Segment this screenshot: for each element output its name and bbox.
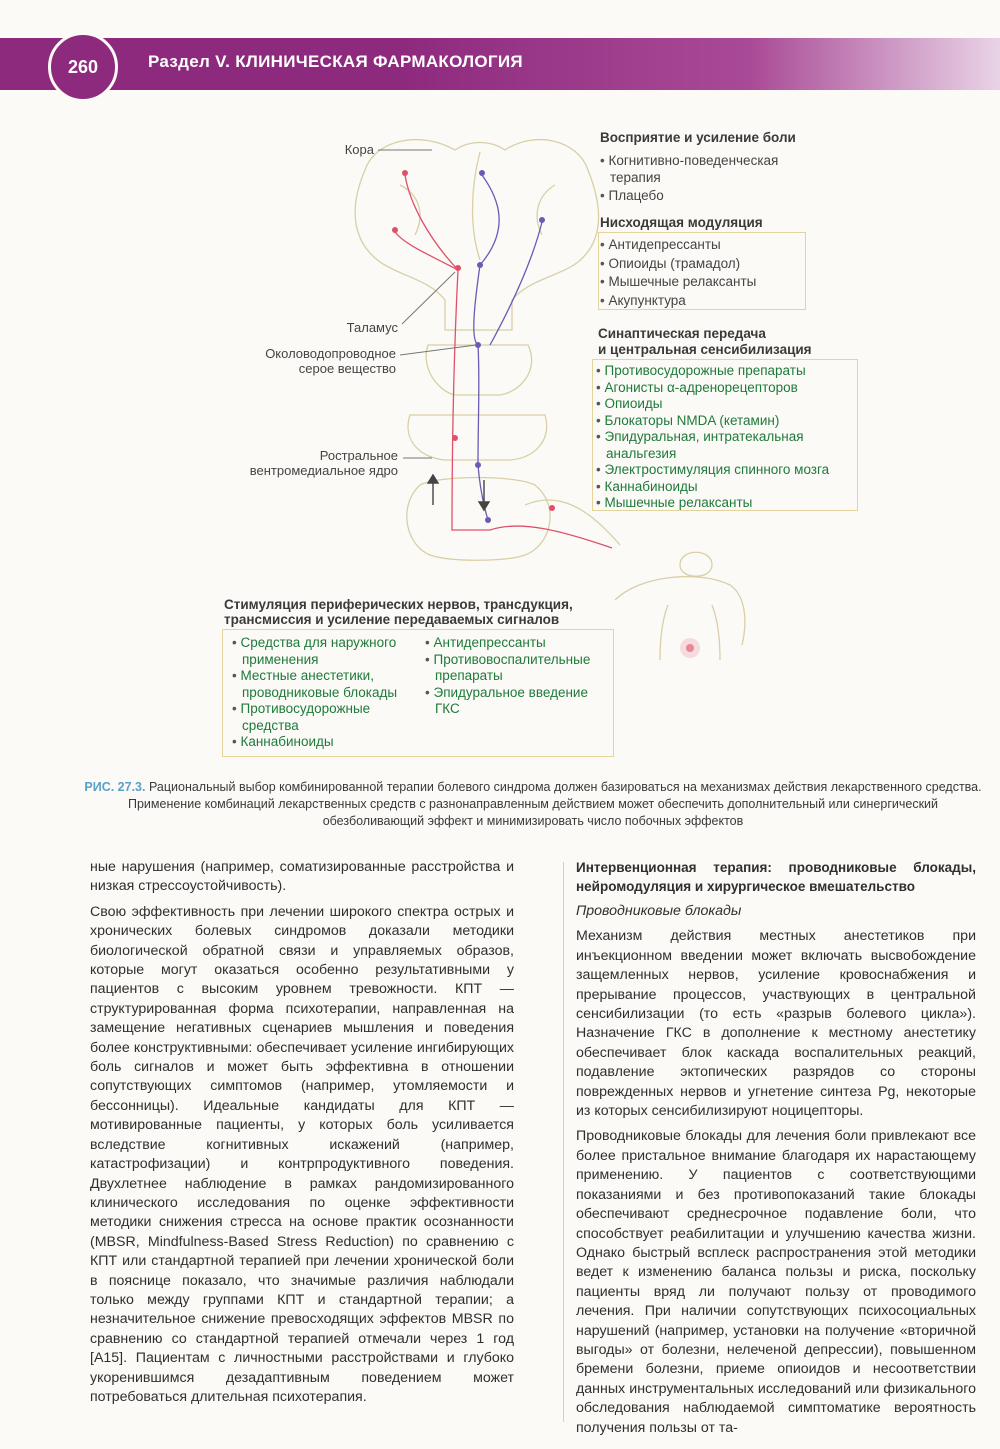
- list-item: • Противосудорожные средства: [232, 701, 422, 734]
- list-item: • Антидепрессанты: [600, 236, 800, 255]
- section-title: Раздел V. КЛИНИЧЕСКАЯ ФАРМАКОЛОГИЯ: [148, 52, 523, 71]
- paragraph: ные нарушения (например, соматизированные расстройства и низкая стрессоустойчивость).: [90, 859, 514, 895]
- descending-title: Нисходящая модуляция: [600, 215, 763, 230]
- list-item: • Акупунктура: [600, 292, 800, 311]
- list-item: • Эпидуральное введение ГКС: [425, 685, 610, 718]
- list-item: • Противовоспалительные препараты: [425, 652, 610, 685]
- ascending-branch: [395, 232, 458, 270]
- list-item: • Эпидуральная, интратекальная анальгезия: [596, 429, 836, 462]
- column-divider: [563, 862, 564, 1422]
- list-item: • Противосудорожные препараты: [596, 363, 854, 380]
- list-item: • Средства для наружного применения: [232, 635, 422, 668]
- list-item: • Плацебо: [600, 188, 810, 205]
- peripheral-title-line2: трансмиссия и усиление передаваемых сигналов: [224, 612, 560, 627]
- brain-fold: [537, 185, 555, 235]
- perception-title: Восприятие и усиление боли: [600, 130, 796, 145]
- list-item: • Когнитивно-поведенческая терапия: [600, 153, 810, 186]
- ascending-pathway: [452, 270, 612, 548]
- paragraph: Проводниковые блокады для лечения боли привлекают все более пристальное внимание благодаря их нарастающему применению. У пациентов с соответствующими показаниями и без противопоказаний такие блокады обеспечивают среднесрочное подавление боли, что способствует реабилитации и улучшению качества жизни. Однако быстрый всплеск распространения этой методики ведет к изменению баланса пользы и риска, поскольку пациенты вряд ли получают пользу от проводимого лечения. При наличии сопутствующих психосоциальных нарушений (например, установки на получение «вторичной выгоды» от болезни, нелеченой депрессии), повышенном бремени болезни, приеме опиоидов и несоответствии данных инструментальных исследований или физикального обследования наблюдаемой симптоматике вероятность получения пользы от та-: [576, 1128, 976, 1436]
- medulla-outline: [408, 415, 547, 460]
- pain-spot: [680, 638, 700, 658]
- paragraph: Свою эффективность при лечении широкого спектра острых и хронических болевых синдромов доказали методики биологической обратной связи и управляемых образов, которые могут оказаться особенно результативными у пациентов с высоким уровнем тревожности. КПТ — структурированная форма психотерапии, направленная на замещение негативных сценариев мышления и поведения более конструктивными: обеспечивает усиление ингибирующих боль сигналов и может быть эффективна в отношении сопутствующих симптомов (например, утомляемости и бессонницы). Идеальные кандидаты для КПТ — мотивированные пациенты, у которых боль усиливается вследствие когнитивных искажений (например, катастрофизации) и контрпродуктивного поведения. Двухлетнее наблюдение в рамках рандомизированного клинического исследования по оценке эффективности методики снижения стресса на основе практик осознанности (MBSR, Mindfulness-Based Stress Reduction) по сравнению с КПТ или стандартной терапией при лечении хронической боли в пояснице показало, что значимые различия наблюдали только между группами КПТ и стандартной терапии; а незначительное снижение превосходящих эффектов MBSR по сравнению со стандартной терапией отмечали через 1 год [A15]. Пациентам с личностными расстройствами и глубоко укоренившимся дезадаптивным поведением может потребоваться длительная психотерапия.: [90, 903, 514, 1405]
- descending-list: [600, 236, 800, 310]
- figure-label: РИС. 27.3.: [84, 780, 146, 794]
- subheading: Проводниковые блокады: [576, 903, 742, 919]
- section-heading: Интервенционная терапия: проводниковые блокады, нейромодуляция и хирургическое вмешательство: [576, 860, 976, 894]
- synaptic-title-line2: и центральная сенсибилизация: [598, 342, 812, 357]
- list-item: • Электростимуляция спинного мозга: [596, 462, 854, 479]
- paragraph: Механизм действия местных анестетиков при инъекционном введении может включать высвобождение защемленных нервов, усиление кровоснабжения и прерывание процессов, участвующих в центральной сенсибилизации (то есть «разрыв болевого цикла»). Назначение ГКС в дополнение к местному анестетику обеспечивает блок каскада воспалительных реакций, подавление эктопических разрядов со стороны поврежденных нервов и угнетение синтеза Pg, некоторые из которых сенсибилизируют ноцицепторы.: [576, 928, 976, 1120]
- perception-list: [600, 153, 810, 205]
- list-item: • Мышечные релаксанты: [600, 273, 800, 292]
- page-number: 260: [48, 32, 118, 102]
- label-rvm-line2: вентромедиальное ядро: [249, 463, 398, 478]
- list-item: • Мышечные релаксанты: [596, 495, 854, 512]
- list-item: • Каннабиноиды: [596, 479, 854, 496]
- list-item: • Каннабиноиды: [232, 734, 422, 751]
- label-cortex: Кора: [344, 142, 374, 157]
- left-column: [90, 858, 514, 1413]
- synaptic-title-line1: Синаптическая передача: [598, 326, 766, 341]
- peripheral-left-list: [232, 635, 422, 751]
- peripheral-right-list: [425, 635, 610, 718]
- synaptic-list: [596, 363, 854, 512]
- label-rvm-line1: Ростральное: [319, 448, 398, 463]
- brain-fold: [473, 152, 481, 260]
- figure-caption: [78, 779, 988, 830]
- figure-caption-text: Рациональный выбор комбинированной терапии болевого синдрома должен базироваться на механизмах действия лекарственного средства. Применение комбинаций лекарственных средств с разнонаправленным действием может обеспечить дополнительный или синергический обезболивающий эффект и минимизировать число побочных эффектов: [127, 780, 982, 828]
- spinal-cord-outline: [407, 478, 550, 561]
- peripheral-title-line1: Стимуляция периферических нервов, трансдукция,: [224, 597, 573, 612]
- list-item: • Блокаторы NMDA (кетамин): [596, 413, 854, 430]
- patient-outline: [615, 577, 745, 660]
- right-column: [576, 858, 976, 1444]
- label-thalamus: Таламус: [346, 320, 398, 335]
- list-item: • Антидепрессанты: [425, 635, 610, 652]
- list-item: • Местные анестетики, проводниковые блокады: [232, 668, 422, 701]
- label-pag-line2: серое вещество: [298, 361, 396, 376]
- label-pag-line1: Околоводопроводное: [265, 346, 396, 361]
- list-item: • Опиоиды: [596, 396, 854, 413]
- list-item: • Агонисты α-адренорецепторов: [596, 380, 854, 397]
- list-item: • Опиоиды (трамадол): [600, 255, 800, 274]
- patient-head: [680, 552, 712, 576]
